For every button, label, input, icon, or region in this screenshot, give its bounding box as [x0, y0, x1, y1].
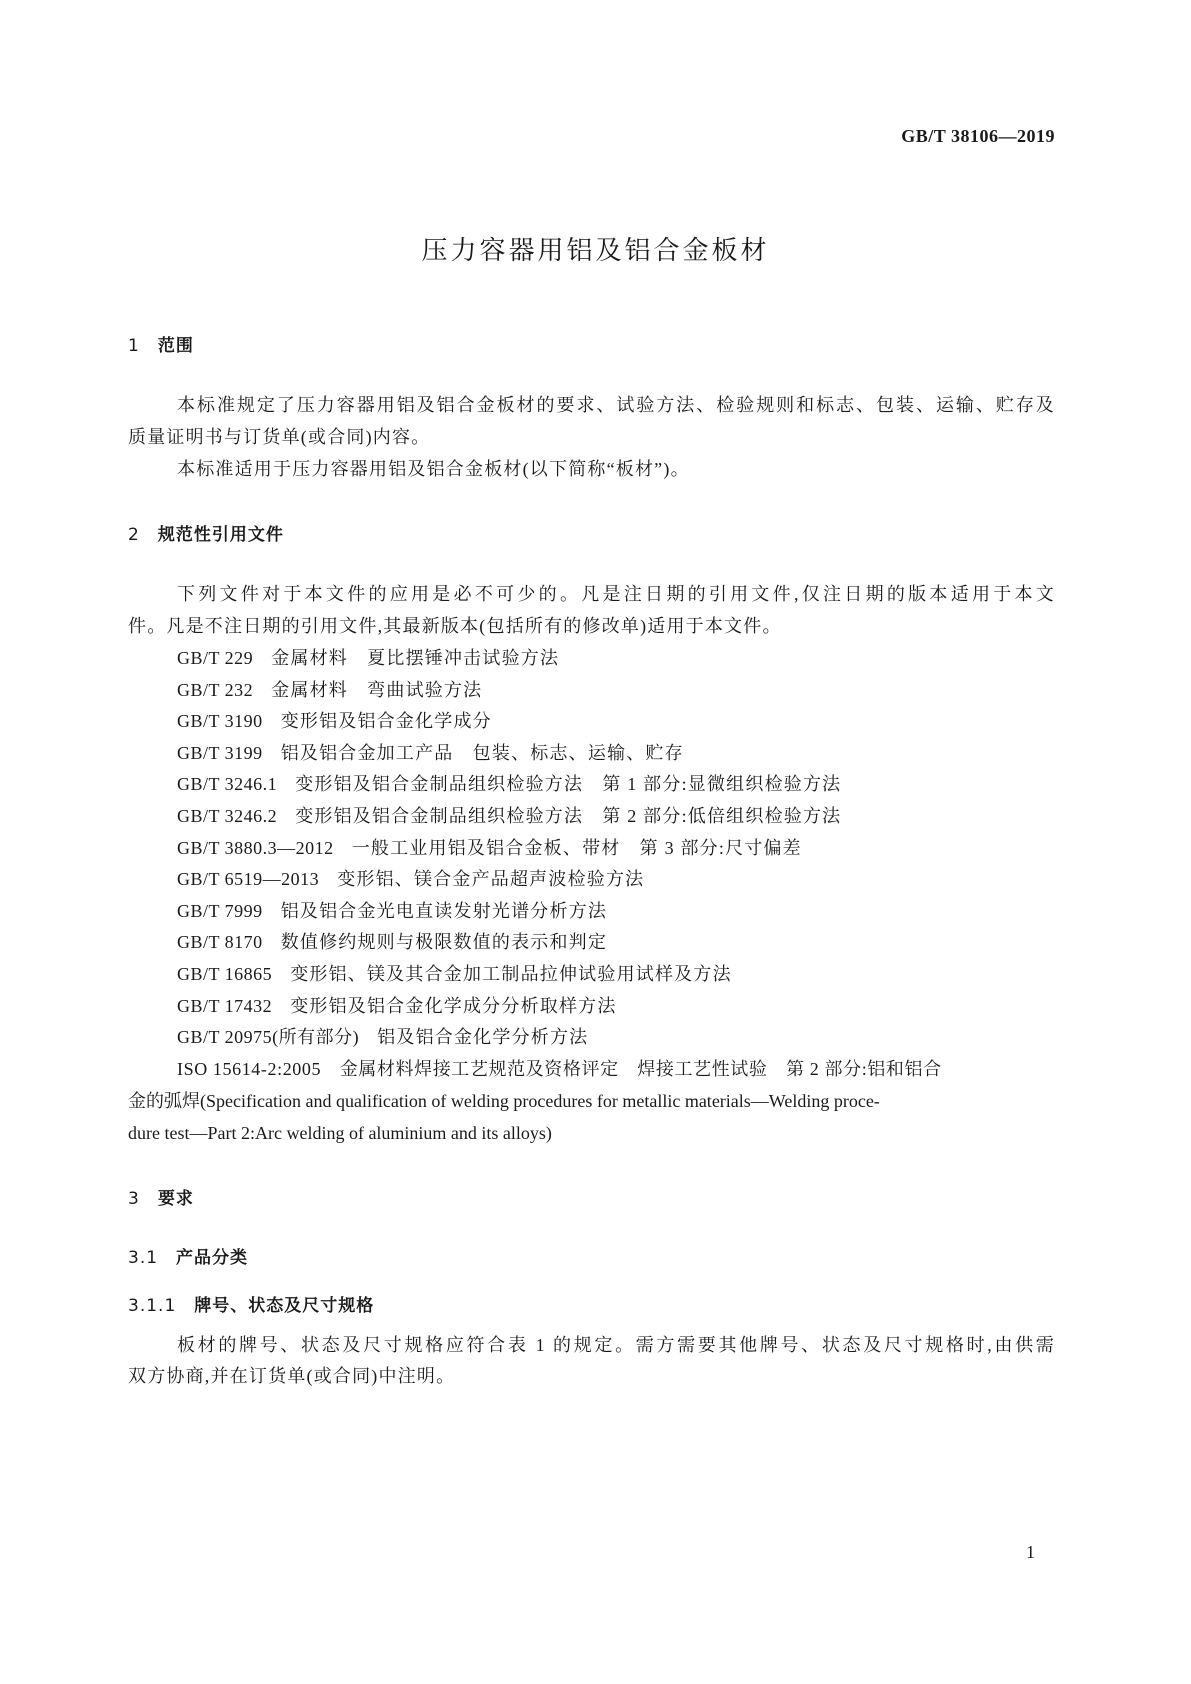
reference-title: 变形铝、镁及其合金加工制品拉伸试验用试样及方法	[290, 964, 732, 984]
reference-item	[177, 900, 1055, 922]
reference-item	[177, 710, 1055, 732]
reference-title: 变形铝、镁合金产品超声波检验方法	[337, 869, 645, 890]
section-2-heading	[128, 520, 284, 545]
section-3-1-1-heading	[128, 1291, 374, 1316]
section-3-1-heading	[128, 1243, 248, 1268]
reference-title: 变形铝及铝合金化学成分	[280, 711, 492, 732]
section-title: 范围	[157, 336, 194, 356]
reference-item-continued: dure test—Part 2:Arc welding of aluminium and its alloys)	[128, 1123, 552, 1143]
reference-item-continued: 金的弧焊(Specification and qualification of welding procedures for metallic materials—Welding proce-	[128, 1091, 880, 1111]
reference-code: GB/T 8170	[177, 932, 263, 953]
paragraph-line: 板材的牌号、状态及尺寸规格应符合表 1 的规定。需方需要其他牌号、状态及尺寸规格时,由供需	[177, 1335, 1055, 1355]
page-number: 1	[1026, 1542, 1035, 1562]
reference-item	[177, 963, 1055, 985]
reference-item	[177, 773, 1055, 795]
paragraph-line: 件。凡是不注日期的引用文件,其最新版本(包括所有的修改单)适用于本文件。	[128, 616, 782, 636]
reference-code: GB/T 7999	[177, 900, 263, 921]
section-title: 规范性引用文件	[157, 525, 284, 545]
reference-title: 一般工业用铝及铝合金板、带材 第 3 部分:尺寸偏差	[351, 837, 802, 858]
reference-item	[177, 805, 1055, 827]
reference-code: GB/T 20975(所有部分)	[177, 1027, 360, 1048]
reference-code: GB/T 3246.2	[177, 806, 278, 826]
reference-code: GB/T 3880.3—2012	[177, 837, 334, 858]
reference-title: 变形铝及铝合金制品组织检验方法 第 2 部分:低倍组织检验方法	[295, 806, 842, 826]
paragraph-line: 本标准规定了压力容器用铝及铝合金板材的要求、试验方法、检验规则和标志、包装、运输、贮存及	[177, 395, 1055, 415]
document-title: 压力容器用铝及铝合金板材	[421, 236, 770, 266]
reference-code: GB/T 6519—2013	[177, 869, 320, 890]
reference-title: 金属材料 夏比摆锤冲击试验方法	[271, 648, 560, 668]
paragraph-line: 下列文件对于本文件的应用是必不可少的。凡是注日期的引用文件,仅注日期的版本适用于本文	[177, 584, 1055, 604]
reference-title: 变形铝及铝合金化学成分分析取样方法	[290, 995, 617, 1016]
reference-item	[177, 742, 1055, 764]
paragraph-line: 双方协商,并在订货单(或合同)中注明。	[128, 1366, 456, 1386]
section-number: 3.1.1	[128, 1296, 177, 1316]
section-number: 3	[128, 1189, 140, 1209]
reference-code: GB/T 17432	[177, 995, 273, 1016]
section-title: 牌号、状态及尺寸规格	[194, 1296, 375, 1316]
reference-item	[177, 868, 1055, 890]
paragraph-line: 质量证明书与订货单(或合同)内容。	[128, 427, 431, 447]
section-title: 要求	[157, 1189, 194, 1209]
reference-title: 铝及铝合金加工产品 包装、标志、运输、贮存	[280, 742, 684, 763]
reference-code: GB/T 3190	[177, 711, 263, 732]
reference-item	[177, 995, 1055, 1017]
reference-item	[177, 837, 1055, 859]
reference-item	[177, 931, 1055, 953]
reference-code: GB/T 3199	[177, 742, 263, 763]
reference-title: 变形铝及铝合金制品组织检验方法 第 1 部分:显微组织检验方法	[295, 774, 842, 795]
section-number: 1	[128, 336, 140, 356]
reference-item	[177, 1026, 1055, 1048]
reference-code: GB/T 232	[177, 679, 254, 700]
reference-item: ISO 15614-2:2005 金属材料焊接工艺规范及资格评定 焊接工艺性试验 第 2 部分:铝和铝合	[177, 1059, 942, 1079]
standard-number: GB/T 38106—2019	[901, 126, 1055, 146]
reference-title: 铝及铝合金光电直读发射光谱分析方法	[280, 900, 608, 921]
reference-code: GB/T 3246.1	[177, 774, 278, 795]
section-3-heading	[128, 1184, 194, 1209]
paragraph-line: 本标准适用于压力容器用铝及铝合金板材(以下简称“板材”)。	[177, 459, 690, 479]
reference-title: 数值修约规则与极限数值的表示和判定	[280, 932, 608, 953]
reference-title: 铝及铝合金化学分析方法	[377, 1027, 589, 1048]
reference-item	[177, 647, 1055, 669]
section-number: 3.1	[128, 1248, 159, 1268]
reference-code: GB/T 16865	[177, 964, 273, 984]
reference-item	[177, 679, 1055, 701]
section-number: 2	[128, 525, 140, 545]
reference-code: GB/T 229	[177, 648, 254, 668]
reference-title: 金属材料 弯曲试验方法	[271, 679, 483, 700]
section-title: 产品分类	[176, 1248, 249, 1268]
section-1-heading	[128, 331, 194, 356]
